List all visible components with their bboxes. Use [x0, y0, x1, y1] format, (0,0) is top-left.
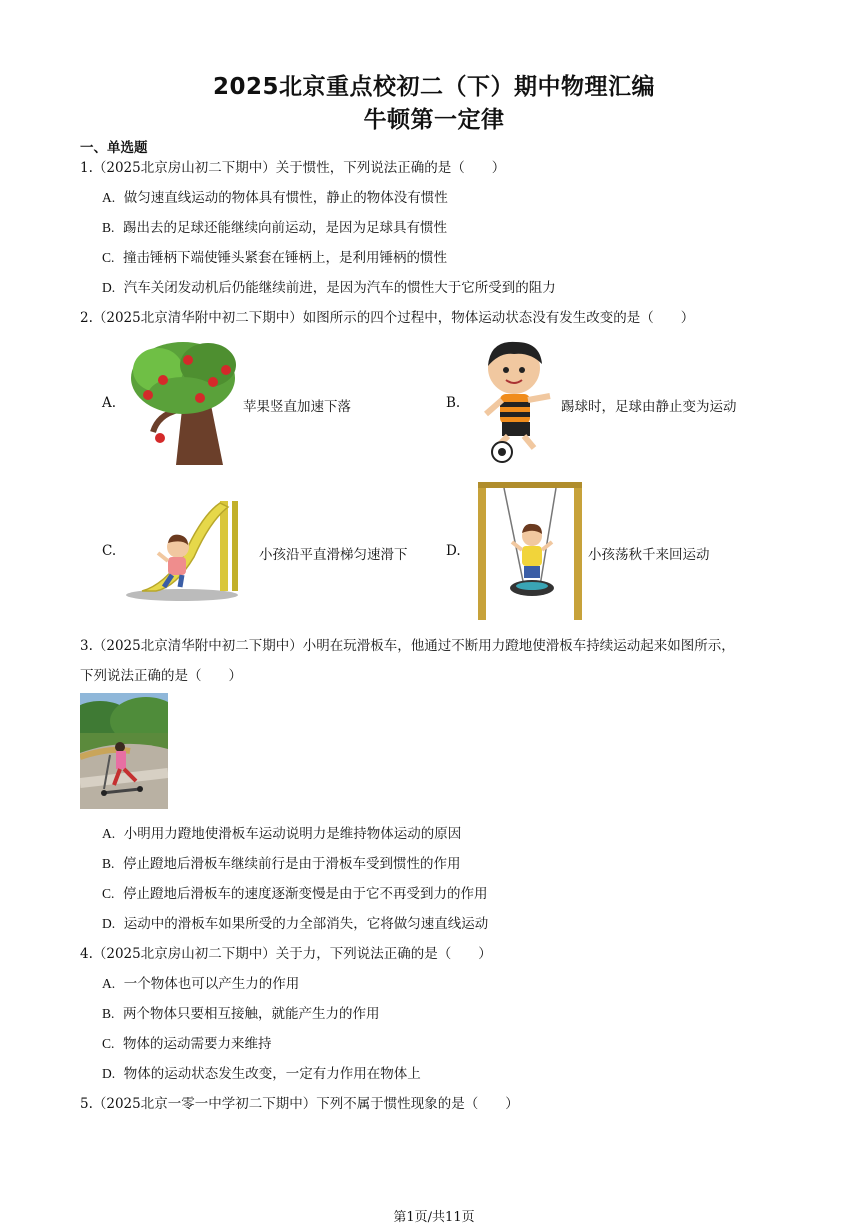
question-3-option-b[interactable]: B. 停止蹬地后滑板车继续前行是由于滑板车受到惯性的作用 — [102, 856, 461, 872]
child-on-swing-image — [474, 478, 586, 620]
question-4-option-c[interactable]: C. 物体的运动需要力来维持 — [102, 1036, 272, 1052]
question-3-option-d[interactable]: D. 运动中的滑板车如果所受的力全部消失，它将做匀速直线运动 — [102, 916, 489, 932]
question-1-option-b[interactable]: B. 踢出去的足球还能继续向前运动，是因为足球具有惯性 — [102, 220, 447, 236]
page-subtitle: 牛顿第一定律 — [363, 107, 505, 133]
scooter-photo-image — [80, 693, 168, 809]
question-4-stem: 4.（2025北京房山初二下期中）关于力，下列说法正确的是（ ） — [80, 946, 492, 962]
question-4-option-a[interactable]: A. 一个物体也可以产生力的作用 — [102, 976, 300, 992]
page-title: 2025北京重点校初二（下）期中物理汇编 — [212, 74, 655, 100]
question-2-option-a-text: 苹果竖直加速下落 — [243, 399, 351, 415]
question-4-option-b[interactable]: B. 两个物体只要相互接触，就能产生力的作用 — [102, 1006, 380, 1022]
question-2-option-b-text: 踢球时，足球由静止变为运动 — [561, 399, 737, 415]
question-1-stem: 1.（2025北京房山初二下期中）关于惯性，下列说法正确的是（ ） — [80, 160, 506, 176]
question-2-option-b-label[interactable]: B. — [446, 395, 461, 411]
question-3-option-a[interactable]: A. 小明用力蹬地使滑板车运动说明力是维持物体运动的原因 — [102, 826, 462, 842]
section-heading: 一、单选题 — [80, 140, 148, 156]
question-2-option-a-label[interactable]: A. — [102, 395, 117, 411]
question-2-option-c-label[interactable]: C. — [102, 543, 117, 559]
question-5-stem: 5.（2025北京一零一中学初二下期中）下列不属于惯性现象的是（ ） — [80, 1096, 519, 1112]
child-on-slide-image — [124, 495, 242, 603]
question-2-option-c-text: 小孩沿平直滑梯匀速滑下 — [259, 547, 408, 563]
question-1-option-c[interactable]: C. 撞击锤柄下端使锤头紧套在锤柄上，是利用锤柄的惯性 — [102, 250, 447, 266]
question-2-stem: 2.（2025北京清华附中初二下期中）如图所示的四个过程中，物体运动状态没有发生改变的是（ ） — [80, 310, 695, 326]
question-3-stem-line1: 3.（2025北京清华附中初二下期中）小明在玩滑板车，他通过不断用力蹬地使滑板车持续运动起来如图所示， — [80, 638, 735, 654]
apple-tree-image — [128, 340, 238, 465]
question-1-option-d[interactable]: D. 汽车关闭发动机后仍能继续前进，是因为汽车的惯性大于它所受到的阻力 — [102, 280, 556, 296]
question-3-option-c[interactable]: C. 停止蹬地后滑板车的速度逐渐变慢是由于它不再受到力的作用 — [102, 886, 488, 902]
question-3-stem-line2: 下列说法正确的是（ ） — [80, 668, 242, 684]
question-2-option-d-label[interactable]: D. — [446, 543, 461, 559]
page-footer: 第1页/共11页 — [393, 1210, 475, 1225]
boy-kicking-ball-image — [478, 338, 556, 466]
question-2-option-d-text: 小孩荡秋千来回运动 — [588, 547, 710, 563]
question-1-option-a[interactable]: A. 做匀速直线运动的物体具有惯性，静止的物体没有惯性 — [102, 190, 448, 206]
question-4-option-d[interactable]: D. 物体的运动状态发生改变，一定有力作用在物体上 — [102, 1066, 421, 1082]
